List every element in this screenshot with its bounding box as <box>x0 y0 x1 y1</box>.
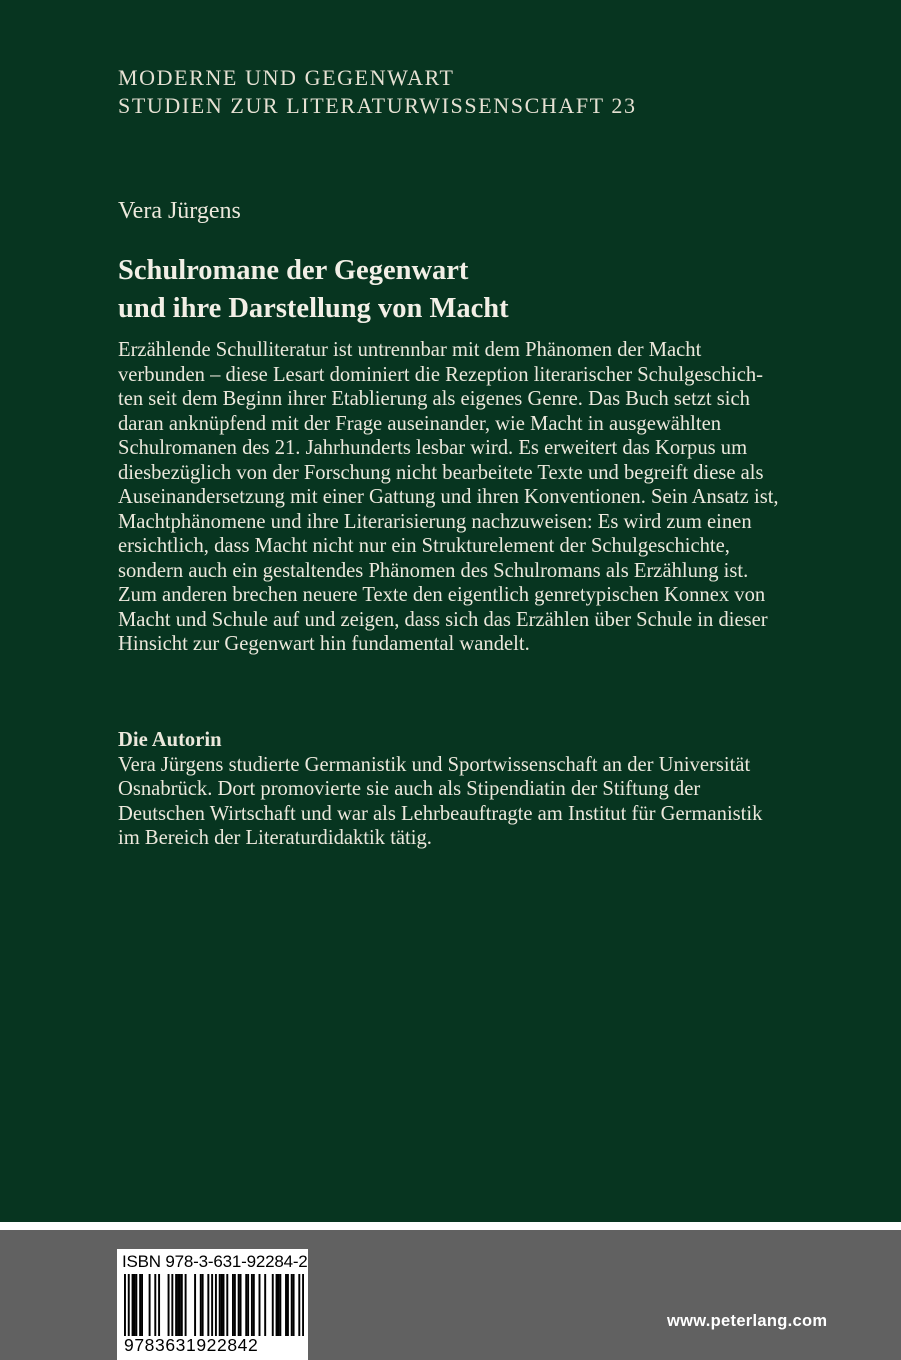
barcode-bar <box>200 1274 202 1336</box>
author-bio-line: Vera Jürgens studierte Germanistik und Sportwissenschaft an der Universität <box>118 753 751 776</box>
series-subtitle: STUDIEN ZUR LITERATURWISSENSCHAFT 23 <box>118 93 637 118</box>
series-title <box>118 64 637 120</box>
barcode-bar <box>177 1274 179 1336</box>
barcode-bar <box>234 1274 236 1336</box>
description-line: Auseinandersetzung mit einer Gattung und ihren Konventionen. Sein Ansatz ist, <box>118 486 779 508</box>
barcode-bar <box>253 1274 255 1336</box>
barcode-bar <box>226 1274 228 1336</box>
author-bio-line: Osnabrück. Dort promovierte sie auch als Stipendiatin der Stiftung der <box>118 778 701 800</box>
barcode-bar <box>247 1274 249 1336</box>
book-title-line-1: Schulromane der Gegenwart <box>118 255 469 286</box>
barcode-bar <box>221 1274 223 1336</box>
barcode-bar <box>128 1274 130 1336</box>
barcode-bar <box>133 1274 135 1336</box>
description-line: Machtphänomene und ihre Literarisierung nachzuweisen: Es wird zum einen <box>118 510 752 533</box>
barcode-bar <box>181 1274 183 1336</box>
barcode-bar <box>285 1274 287 1336</box>
barcode-bar <box>175 1274 177 1336</box>
barcode-bar <box>141 1274 143 1336</box>
barcode-bar <box>264 1274 266 1336</box>
description-line: daran anknüpfend mit der Frage auseinander, wie Macht in ausgewählten <box>118 412 722 435</box>
description-line: verbunden – diese Lesart dominiert die Rezeption literarischer Schulgeschich- <box>118 363 764 386</box>
barcode-bar <box>272 1274 274 1336</box>
author-bio-heading: Die Autorin <box>118 729 222 751</box>
author-bio <box>118 728 762 851</box>
description-line: ersichtlich, dass Macht nicht nur ein Strukturelement der Schulgeschichte, <box>118 535 730 557</box>
barcode-bar <box>279 1274 281 1336</box>
barcode-bar <box>287 1274 289 1336</box>
book-title-line-2: und ihre Darstellung von Macht <box>118 293 509 324</box>
barcode-bar <box>238 1274 240 1336</box>
barcode-bar <box>135 1274 137 1336</box>
book-title <box>118 252 509 328</box>
barcode-icon <box>124 1274 304 1336</box>
description-line: diesbezüglich von der Forschung nicht bearbeitete Texte und begreift diese als <box>118 461 764 484</box>
isbn-label: ISBN 978-3-631-92284-2 <box>122 1252 308 1271</box>
series-name: MODERNE UND GEGENWART <box>118 65 455 90</box>
description-line: ten seit dem Beginn ihrer Etablierung als eigenes Genre. Das Buch setzt sich <box>118 388 750 410</box>
barcode-bar <box>215 1274 217 1336</box>
barcode-bar <box>168 1274 170 1336</box>
author-bio-line: Deutschen Wirtschaft und war als Lehrbeauftragte am Institut für Germanistik <box>118 802 763 825</box>
barcode-bar <box>291 1274 293 1336</box>
barcode-bar <box>276 1274 278 1336</box>
description-line: Macht und Schule auf und zeigen, dass sich das Erzählen über Schule in dieser <box>118 608 768 631</box>
description-line: Zum anderen brechen neuere Texte den eigentlich genretypischen Konnex von <box>118 584 766 606</box>
barcode-bar <box>293 1274 295 1336</box>
barcode-bar <box>149 1274 151 1336</box>
barcode-bar <box>219 1274 221 1336</box>
barcode-bar <box>158 1274 160 1336</box>
barcode-bar <box>298 1274 300 1336</box>
barcode-bar <box>302 1274 304 1336</box>
description-line: Hinsicht zur Gegenwart hin fundamental wandelt. <box>118 633 530 655</box>
barcode-bar <box>251 1274 253 1336</box>
book-description <box>118 338 779 657</box>
barcode-bar <box>185 1274 187 1336</box>
barcode-bar <box>277 1274 279 1336</box>
barcode-bar <box>207 1274 209 1336</box>
description-line: Erzählende Schulliteratur ist untrennbar mit dem Phänomen der Macht <box>118 339 702 361</box>
barcode-bar <box>154 1274 156 1336</box>
author-name: Vera Jürgens <box>118 198 241 224</box>
barcode-bar <box>240 1274 242 1336</box>
barcode-bar <box>194 1274 196 1336</box>
barcode-bar <box>223 1274 225 1336</box>
footer-divider <box>0 1222 901 1230</box>
author-bio-line: im Bereich der Literaturdidaktik tätig. <box>118 827 432 849</box>
barcode-bar <box>259 1274 261 1336</box>
barcode-bar <box>179 1274 181 1336</box>
barcode-bar <box>139 1274 141 1336</box>
description-line: sondern auch ein gestaltendes Phänomen des Schulromans als Erzählung ist. <box>118 559 749 582</box>
barcode-bar <box>124 1274 126 1336</box>
description-line: Schulromanen des 21. Jahrhunderts lesbar wird. Es erweitert das Korpus um <box>118 437 748 459</box>
barcode-bar <box>211 1274 213 1336</box>
barcode-bar <box>132 1274 134 1336</box>
publisher-website[interactable]: www.peterlang.com <box>667 1312 828 1330</box>
barcode-bar <box>202 1274 204 1336</box>
barcode-bar <box>171 1274 173 1336</box>
barcode-bar <box>232 1274 234 1336</box>
ean-digits: 9783631922842 <box>124 1335 259 1355</box>
barcode-bar <box>245 1274 247 1336</box>
